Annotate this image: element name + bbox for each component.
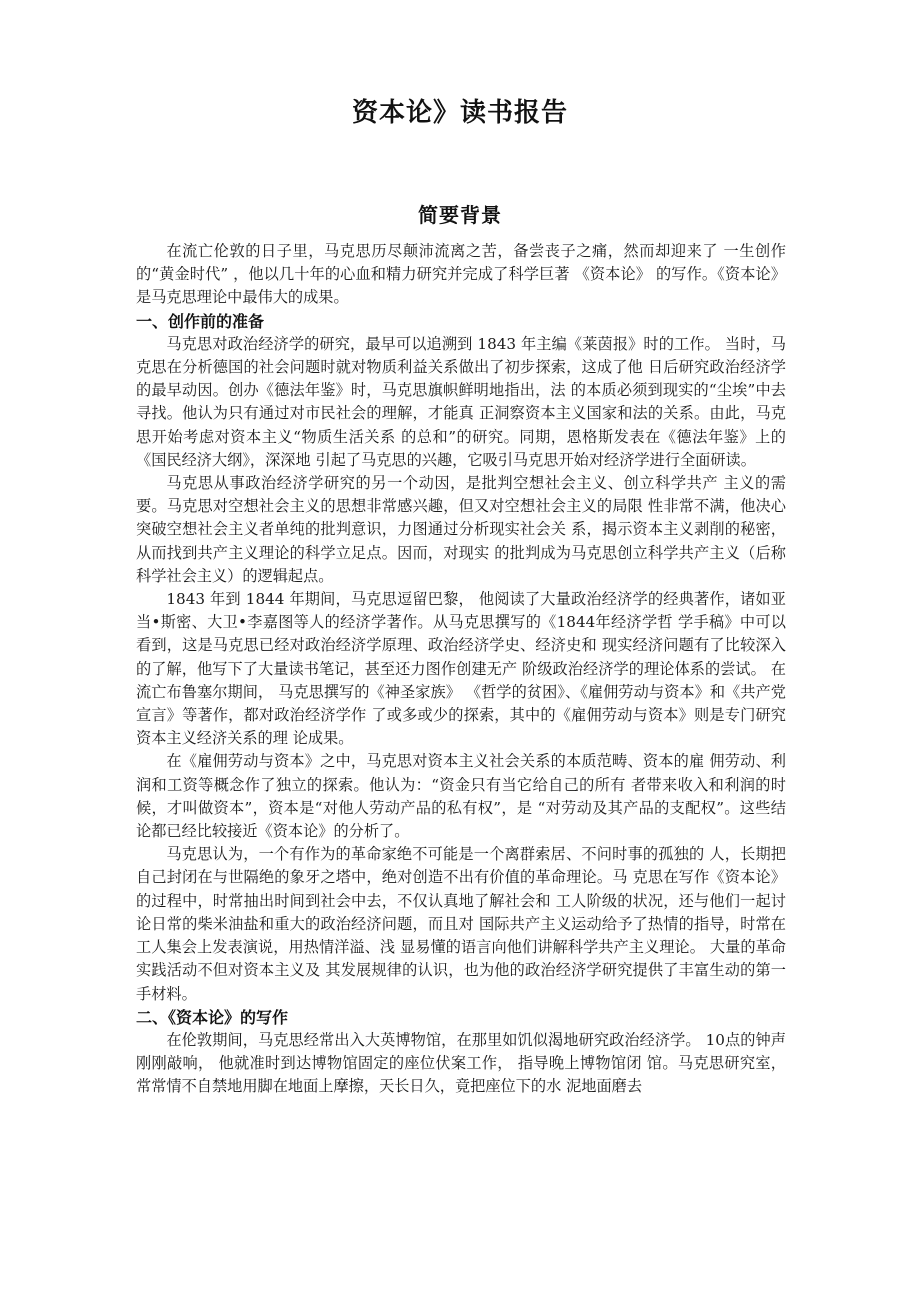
intro-paragraph: 在流亡伦敦的日子里，马克思历尽颠沛流离之苦，备尝丧子之痛，然而却迎来了 一生创作的“黄金时代” ，他以几十年的心血和精力研究并完成了科学巨著 《资本论》 的写作。《资本论》是马克思理论中最伟大的成果。 (136, 242, 786, 307)
paragraph: 1843 年到 1844 年期间，马克思逗留巴黎， 他阅读了大量政治经济学的经典著作，诸如亚当•斯密、大卫•李嘉图等人的经济学著作。从马克思撰写的《1844年经济学哲 学手稿》中可以看到，这是马克思已经对政治经济学原理、政治经济学史、经济史和 现实经济问题有了比较深入的了解，他写下了大量读书笔记，甚至还力图作创建无产 阶级政治经济学的理论体系的尝试。 在流亡布鲁塞尔期间， 马克思撰写的《神圣家族》 《哲学的贫困》、《雇佣劳动与资本》和《共产党宣言》等著作，都对政治经济学作 了或多或少的探索，其中的《雇佣劳动与资本》则是专门研究资本主义经济关系的理 论成果。 (136, 590, 786, 748)
section-heading-1: 一、创作前的准备 (136, 311, 265, 331)
section-subtitle: 简要背景 (418, 203, 502, 227)
paragraph: 马克思从事政治经济学研究的另一个动因，是批判空想社会主义、创立科学共产 主义的需要。马克思对空想社会主义的思想非常感兴趣，但又对空想社会主义的局限 性非常不满，他决心突破空想社会主义者单纯的批判意识，力图通过分析现实社会关 系，揭示资本主义剥削的秘密，从而找到共产主义理论的科学立足点。因而，对现实 的批判成为马克思创立科学共产主义（后称科学社会主义）的逻辑起点。 (136, 474, 786, 585)
paragraph: 在伦敦期间，马克思经常出入大英博物馆，在那里如饥似渴地研究政治经济学。 10点的钟声刚刚敲响， 他就准时到达博物馆固定的座位伏案工作， 指导晚上博物馆闭 馆。马克思研究室，常常情不自禁地用脚在地面上摩擦，天长日久，竟把座位下的水 泥地面磨去 (136, 1030, 786, 1096)
document-body (136, 240, 786, 1099)
paragraph: 马克思认为，一个有作为的革命家绝不可能是一个离群索居、不问时事的孤独的 人，长期把自己封闭在与世隔绝的象牙之塔中，绝对创造不出有价值的革命理论。马 克思在写作《资本论》的过程中，时常抽出时间到社会中去，不仅认真地了解社会和 工人阶级的状况，还与他们一起讨论日常的柴米油盐和重大的政治经济问题，而且对 国际共产主义运动给予了热情的指导，时常在工人集会上发表演说，用热情洋溢、浅 显易懂的语言向他们讲解科学共产主义理论。 大量的革命实践活动不但对资本主义及 其发展规律的认识，也为他的政治经济学研究提供了丰富生动的第一手材料。 (136, 845, 786, 1003)
document-title: 资本论》读书报告 (351, 98, 568, 128)
paragraph: 在《雇佣劳动与资本》之中，马克思对资本主义社会关系的本质范畴、资本的雇 佣劳动、利润和工资等概念作了独立的探索。他认为：“资金只有当它给自己的所有 者带来收入和利润的时候，才叫做资本”，资本是“对他人劳动产品的私有权”，是 “对劳动及其产品的支配权”。这些结论都已经比较接近《资本论》的分析了。 (136, 752, 786, 841)
section-heading-2: 二、《资本论》的写作 (136, 1007, 289, 1027)
paragraph: 马克思对政治经济学的研究，最早可以追溯到 1843 年主编《莱茵报》时的工作。 当时，马克思在分析德国的社会问题时就对物质利益关系做出了初步探索，这成了他 日后研究政治经济学的最早动因。创办《德法年鉴》时，马克思旗帜鲜明地指出，法 的本质必须到现实的“尘埃”中去寻找。他认为只有通过对市民社会的理解，才能真 正洞察资本主义国家和法的关系。由此，马克思开始考虑对资本主义“物质生活关系 的总和”的研究。同期，恩格斯发表在《德法年鉴》上的《国民经济大纲》，深深地 引起了马克思的兴趣，它吸引马克思开始对经济学进行全面研读。 (136, 334, 786, 469)
